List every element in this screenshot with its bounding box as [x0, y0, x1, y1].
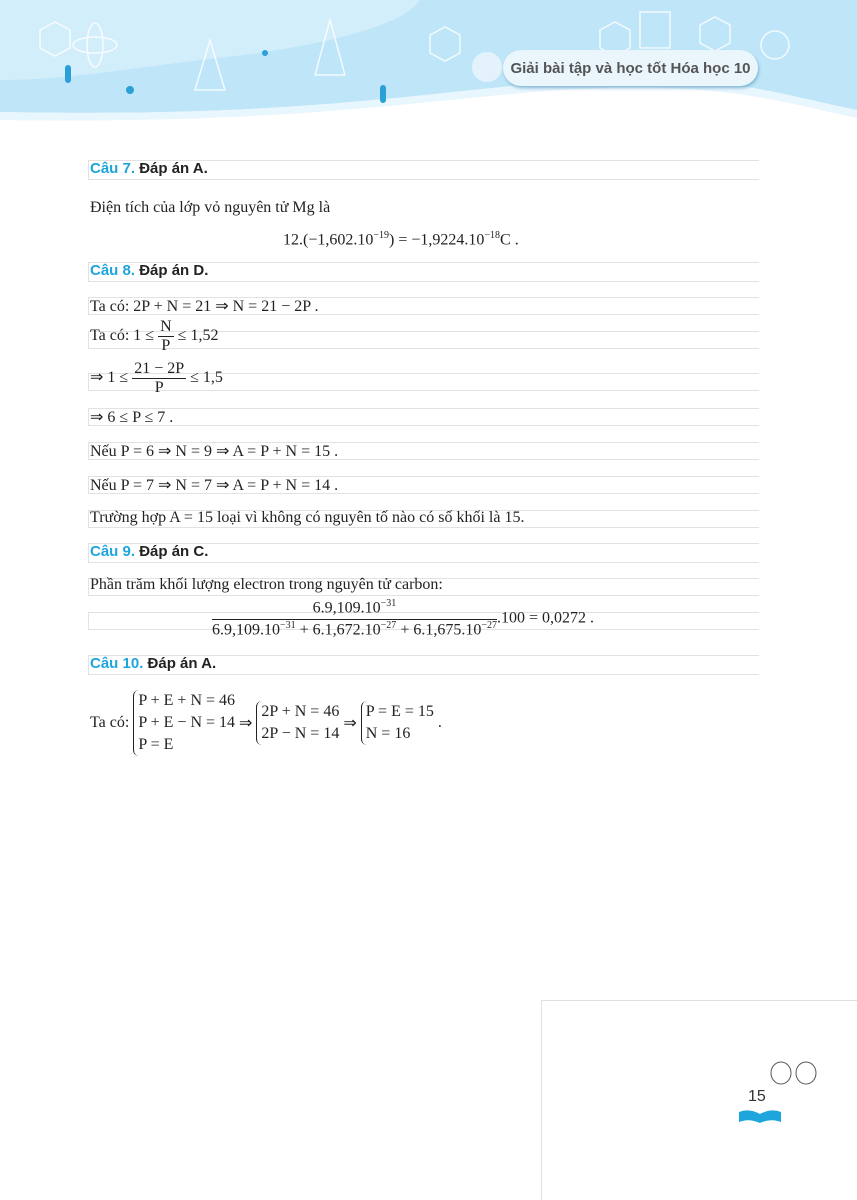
question-9-heading: Câu 9. Đáp án C.	[90, 543, 209, 560]
system-2: 2P + N = 46 2P − N = 14	[256, 701, 339, 745]
open-book-icon	[737, 1108, 783, 1124]
q8-line: Nếu P = 6 ⇒ N = 9 ⇒ A = P + N = 15 .	[90, 443, 339, 460]
page-number: 15	[748, 1088, 766, 1105]
divider	[88, 408, 759, 426]
q10-system: Ta có: P + E + N = 46 P + E − N = 14 P = E ⇒ 2P + N = 46 2P − N = 14 ⇒ P = E = 15 N = 16 .	[90, 690, 442, 756]
book-title-badge: Giải bài tập và học tốt Hóa học 10	[503, 50, 758, 86]
system-1: P + E + N = 46 P + E − N = 14 P = E	[133, 690, 235, 756]
question-7-heading: Câu 7. Đáp án A.	[90, 160, 208, 177]
eggs-icon	[768, 1060, 820, 1086]
system-3: P = E = 15 N = 16	[361, 701, 434, 745]
q8-line: ⇒ 1 ≤ $\frac{21 - 2P}{P}$ ≤ 1,5	[90, 360, 223, 396]
q8-line: ⇒ 6 ≤ P ≤ 7 .	[90, 409, 174, 426]
badge-decoration	[472, 52, 502, 82]
footer-box	[541, 1000, 857, 1200]
question-10-heading: Câu 10. Đáp án A.	[90, 655, 217, 672]
q9-formula: $\frac{6.9,109.10^{-31}}{6.9,109.10^{-31} + 6.1,672.10^{-27} + 6.1,675.10^{-27}}$ .100 = 0,0272 .	[212, 598, 595, 639]
q9-text: Phần trăm khối lượng electron trong nguyên tử carbon:	[90, 576, 443, 593]
q7-formula: $12.(-1,602.10^{-19}) = -1,9224.10^{-18}C$ .	[283, 230, 519, 249]
q8-line: Nếu P = 7 ⇒ N = 7 ⇒ A = P + N = 14 .	[90, 477, 339, 494]
q7-text: Điện tích của lớp vỏ nguyên tử Mg là	[90, 199, 331, 216]
q8-line: Trường hợp A = 15 loại vì không có nguyên tố nào có số khối là 15.	[90, 509, 525, 526]
q8-line: Ta có: 2P + N = 21 ⇒ N = 21 − 2P .	[90, 298, 319, 315]
question-8-heading: Câu 8. Đáp án D.	[90, 262, 209, 279]
q8-line: Ta có: 1 ≤ $\frac{N}{P}$ ≤ 1,52	[90, 318, 219, 354]
